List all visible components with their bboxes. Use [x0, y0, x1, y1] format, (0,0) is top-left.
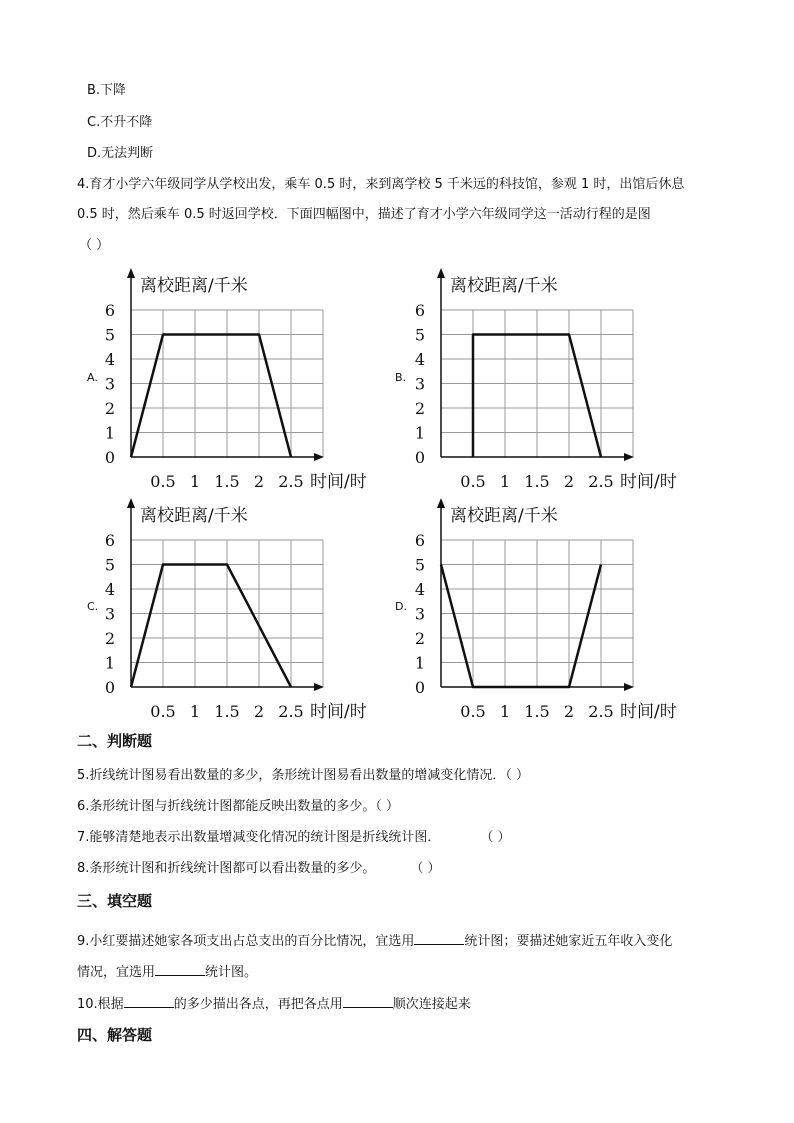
x-axis-label: 时间/时 — [310, 702, 367, 722]
y-tick-label: 0 — [104, 678, 116, 697]
q8-paren: （ ） — [410, 861, 441, 876]
x-axis-label: 时间/时 — [310, 472, 367, 492]
q10-text-a: 10.根据 — [77, 997, 124, 1012]
chart-a-label: A. — [87, 371, 98, 384]
chart-b — [408, 262, 708, 497]
y-tick-label: 4 — [414, 580, 426, 599]
q9-blank-1[interactable] — [414, 931, 464, 945]
q10-blank-2[interactable] — [343, 994, 393, 1008]
x-tick-label: 2 — [253, 472, 265, 491]
chart-title: 离校距离/千米 — [140, 276, 248, 296]
y-tick-label: 3 — [414, 374, 426, 394]
y-tick-label: 1 — [104, 423, 116, 443]
y-tick-label: 2 — [414, 399, 426, 418]
x-tick-label: 0.5 — [150, 702, 176, 721]
x-tick-label: 1 — [499, 702, 511, 721]
section3-title: 三、填空题 — [77, 892, 153, 910]
x-tick-label: 0.5 — [460, 702, 486, 721]
q9-text-d: 统计图。 — [205, 965, 258, 980]
x-tick-label: 2.5 — [278, 472, 304, 491]
y-axis-arrow — [127, 498, 135, 508]
chart-c-label: C. — [87, 600, 99, 613]
x-tick-label: 0.5 — [150, 472, 176, 491]
y-tick-label: 6 — [414, 301, 426, 320]
x-tick-label: 1.5 — [524, 472, 550, 491]
x-tick-label: 1 — [189, 472, 201, 491]
y-tick-label: 0 — [104, 448, 116, 467]
x-tick-label: 1.5 — [214, 472, 240, 491]
data-line — [441, 565, 601, 688]
y-tick-label: 0 — [414, 678, 426, 697]
chart-a — [98, 262, 398, 497]
q8 — [77, 860, 441, 878]
chart-c — [98, 492, 398, 727]
x-tick-label: 1 — [189, 702, 201, 721]
y-tick-label: 6 — [414, 531, 426, 550]
chart-d — [408, 492, 708, 727]
q10 — [77, 994, 471, 1014]
x-tick-label: 1.5 — [524, 702, 550, 721]
y-tick-label: 5 — [104, 555, 116, 575]
q6: 6.条形统计图与折线统计图都能反映出数量的多少。（ ） — [77, 799, 400, 814]
y-tick-label: 4 — [104, 580, 116, 599]
option-q3-d: D.无法判断 — [87, 146, 154, 161]
q10-blank-1[interactable] — [124, 994, 174, 1008]
q9-blank-2[interactable] — [155, 962, 205, 976]
x-tick-label: 2 — [253, 702, 265, 721]
data-line — [131, 335, 291, 458]
q4-line3: （ ） — [79, 238, 110, 253]
x-tick-label: 2 — [563, 702, 575, 721]
option-q3-c: C.不升不降 — [87, 115, 153, 130]
y-tick-label: 4 — [104, 350, 116, 369]
q7 — [77, 829, 511, 847]
chart-title: 离校距离/千米 — [450, 276, 558, 296]
q8-text: 8.条形统计图和折线统计图都可以看出数量的多少。 — [77, 861, 376, 876]
x-tick-label: 0.5 — [460, 472, 486, 491]
y-tick-label: 5 — [414, 555, 426, 575]
y-tick-label: 6 — [104, 531, 116, 550]
y-tick-label: 2 — [104, 629, 116, 648]
y-tick-label: 4 — [414, 350, 426, 369]
section2-title: 二、判断题 — [77, 732, 153, 750]
q7-text: 7.能够清楚地表示出数量增减变化情况的统计图是折线统计图． — [77, 830, 441, 845]
y-tick-label: 0 — [414, 448, 426, 467]
x-tick-label: 2 — [563, 472, 575, 491]
y-tick-label: 6 — [104, 301, 116, 320]
x-tick-label: 2.5 — [588, 472, 614, 491]
x-tick-label: 2.5 — [588, 702, 614, 721]
y-tick-label: 3 — [104, 374, 116, 394]
y-tick-label: 3 — [414, 604, 426, 624]
q9-text-b: 统计图；要描述她家近五年收入变化 — [464, 934, 673, 949]
q9-line1 — [77, 931, 672, 951]
x-tick-label: 2.5 — [278, 702, 304, 721]
q7-paren: （ ） — [480, 830, 511, 845]
q5: 5.折线统计图易看出数量的多少，条形统计图易看出数量的增减变化情况．（ ） — [77, 768, 530, 783]
y-axis-arrow — [127, 268, 135, 278]
chart-title: 离校距离/千米 — [140, 506, 248, 526]
q10-text-b: 的多少描出各点，再把各点用 — [173, 997, 343, 1012]
y-tick-label: 3 — [104, 604, 116, 624]
q9-line2 — [77, 962, 257, 982]
x-tick-label: 1.5 — [214, 702, 240, 721]
y-tick-label: 1 — [104, 653, 116, 673]
chart-title: 离校距离/千米 — [450, 506, 558, 526]
y-axis-arrow — [437, 498, 445, 508]
y-axis-arrow — [437, 268, 445, 278]
q4-line2: 0.5 时，然后乘车 0.5 时返回学校．下面四幅图中，描述了育才小学六年级同学这一活动行程的是图 — [77, 207, 651, 222]
y-tick-label: 1 — [414, 653, 426, 673]
q10-text-c: 顺次连接起来 — [392, 997, 471, 1012]
x-tick-label: 1 — [499, 472, 511, 491]
chart-d-label: D. — [395, 600, 407, 613]
section4-title: 四、解答题 — [77, 1026, 153, 1044]
x-axis-label: 时间/时 — [620, 702, 677, 722]
y-tick-label: 5 — [104, 325, 116, 345]
q4-line1: 4.育才小学六年级同学从学校出发，乘车 0.5 时，来到离学校 5 千米远的科技馆，参观 1 时，出馆后休息 — [77, 177, 685, 192]
chart-b-label: B. — [395, 371, 407, 384]
data-line — [131, 565, 291, 688]
x-axis-label: 时间/时 — [620, 472, 677, 492]
option-q3-b: B.下降 — [87, 83, 127, 98]
y-tick-label: 5 — [414, 325, 426, 345]
y-tick-label: 2 — [414, 629, 426, 648]
y-tick-label: 1 — [414, 423, 426, 443]
q9-text-c: 情况，宜选用 — [77, 965, 156, 980]
y-tick-label: 2 — [104, 399, 116, 418]
q9-text-a: 9.小红要描述她家各项支出占总支出的百分比情况，宜选用 — [77, 934, 415, 949]
